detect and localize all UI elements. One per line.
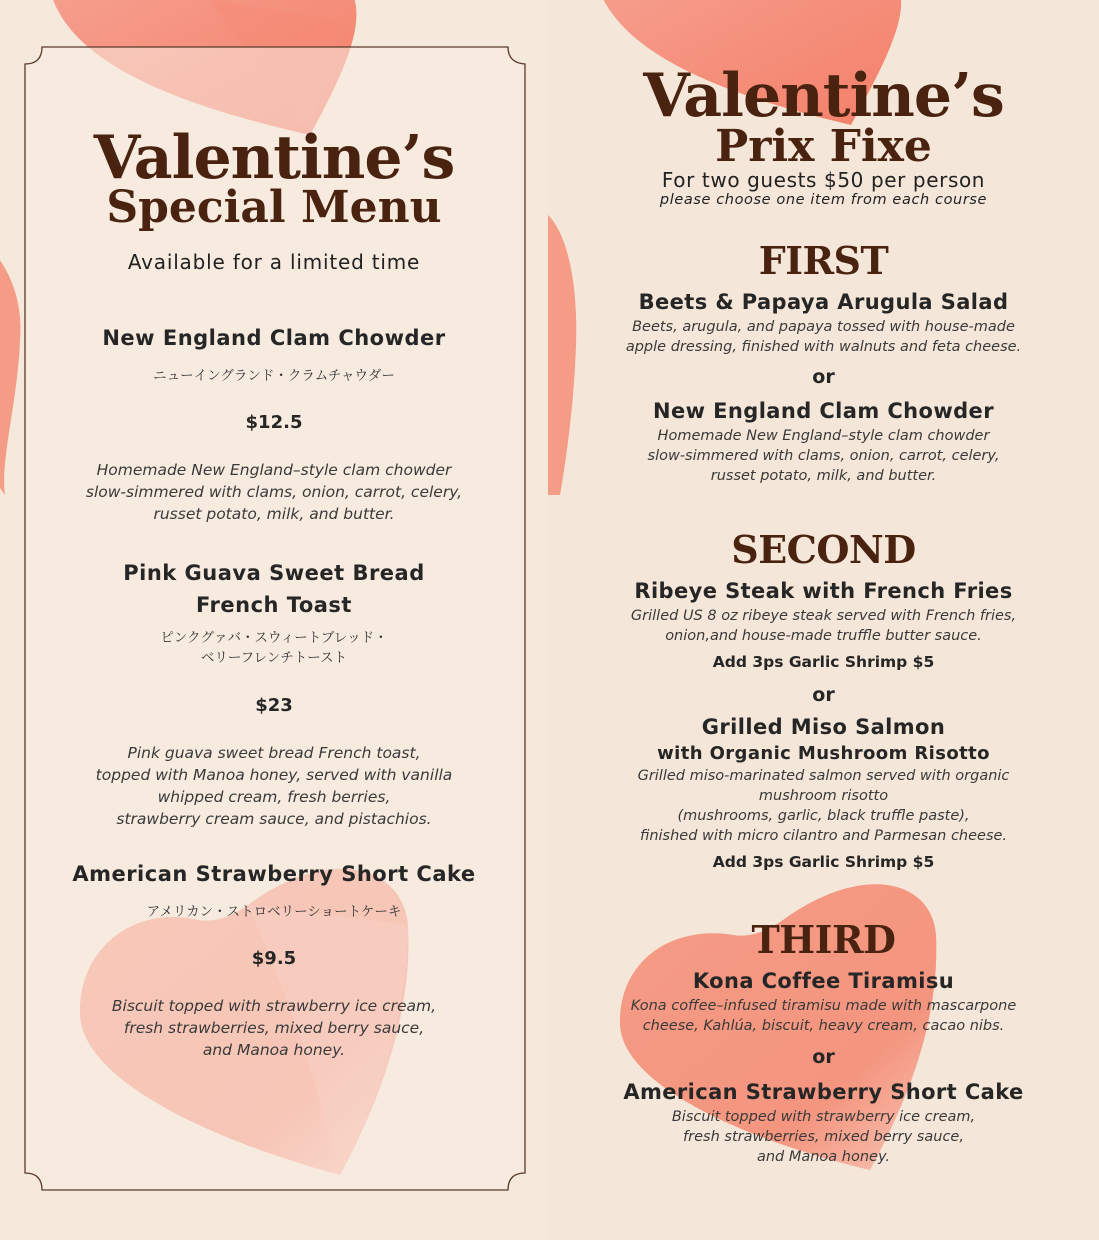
course-heading: SECOND [731, 527, 916, 572]
addon-label: Add 3ps Garlic Shrimp $5 [712, 653, 935, 671]
menu-item-description: Homemade New England–style clam chowder slow-simmered with clams, onion, carrot, celery, russet potato, milk, and butter. [85, 461, 463, 523]
menu-item-name: New England Clam Chowder [102, 326, 446, 350]
or-separator: or [812, 684, 835, 706]
right-menu-title: Valentine’s [643, 61, 1004, 131]
menu-item-japanese: アメリカン・ストロベリーショートケーキ [146, 904, 402, 920]
addon-label: Add 3ps Garlic Shrimp $5 [712, 853, 935, 871]
menu-item-japanese: ピンクグァバ・スウィートブレッド・ ベリーフレンチトースト [160, 630, 388, 666]
course-option-description: Beets, arugula, and papaya tossed with house-made apple dressing, finished with walnuts and feta cheese. [625, 319, 1022, 355]
left-menu-tagline: Available for a limited time [127, 250, 421, 274]
course-option-description: Grilled miso-marinated salmon served with organic mushroom risotto (mushrooms, garlic, black truffle paste), finished with micro cilantro and Parmesan cheese. [637, 768, 1010, 844]
right-menu-pricing: For two guests $50 per person [661, 168, 986, 192]
menu-item-description: Biscuit topped with strawberry ice cream, fresh strawberries, mixed berry sauce, and Manoa honey. [111, 997, 437, 1059]
course-option-description: Homemade New England–style clam chowder slow-simmered with clams, onion, carrot, celery, russet potato, milk, and butter. [647, 428, 1000, 484]
or-separator: or [812, 366, 835, 388]
menu-item-name: American Strawberry Short Cake [72, 862, 476, 886]
menu-item-price: $12.5 [245, 412, 303, 433]
course-option-description: Grilled US 8 oz ribeye steak served with French fries, onion,and house-made truffle butter sauce. [630, 608, 1017, 644]
course-option-name: Kona Coffee Tiramisu [692, 969, 955, 993]
right-menu-instruction: please choose one item from each course [659, 192, 988, 208]
course-option-description: Biscuit topped with strawberry ice cream, fresh strawberries, mixed berry sauce, and Manoa honey. [671, 1109, 976, 1165]
left-menu-subtitle: Special Menu [106, 182, 442, 233]
course-option-name: Beets & Papaya Arugula Salad [638, 290, 1009, 314]
left-menu-title: Valentine’s [93, 123, 455, 193]
menu-item-japanese: ニューイングランド・クラムチャウダー [153, 368, 395, 384]
course-option-name: American Strawberry Short Cake [623, 1080, 1024, 1104]
course-option-name: Grilled Miso Salmon [701, 715, 946, 739]
course-option-name: Ribeye Steak with French Fries [634, 579, 1013, 603]
menu-item-description: Pink guava sweet bread French toast, topped with Manoa honey, served with vanilla whipped cream, fresh berries, strawberry cream sauce, and pistachios. [95, 744, 453, 828]
left-menu-panel [0, 0, 548, 1240]
menu-item-price: $23 [255, 695, 293, 716]
menu-item-name: Pink Guava Sweet Bread French Toast [123, 561, 425, 617]
course-option-name: New England Clam Chowder [653, 399, 994, 423]
course-heading: FIRST [758, 238, 889, 283]
course-option-description: Kona coffee–infused tiramisu made with mascarpone cheese, Kahlúa, biscuit, heavy cream, cacao nibs. [630, 998, 1017, 1034]
right-menu-panel [548, 0, 1099, 1240]
course-heading: THIRD [751, 917, 896, 962]
right-menu-subtitle: Prix Fixe [715, 121, 932, 172]
or-separator: or [812, 1046, 835, 1068]
menu-item-price: $9.5 [251, 948, 297, 969]
course-option-name-line2: with Organic Mushroom Risotto [657, 743, 990, 764]
